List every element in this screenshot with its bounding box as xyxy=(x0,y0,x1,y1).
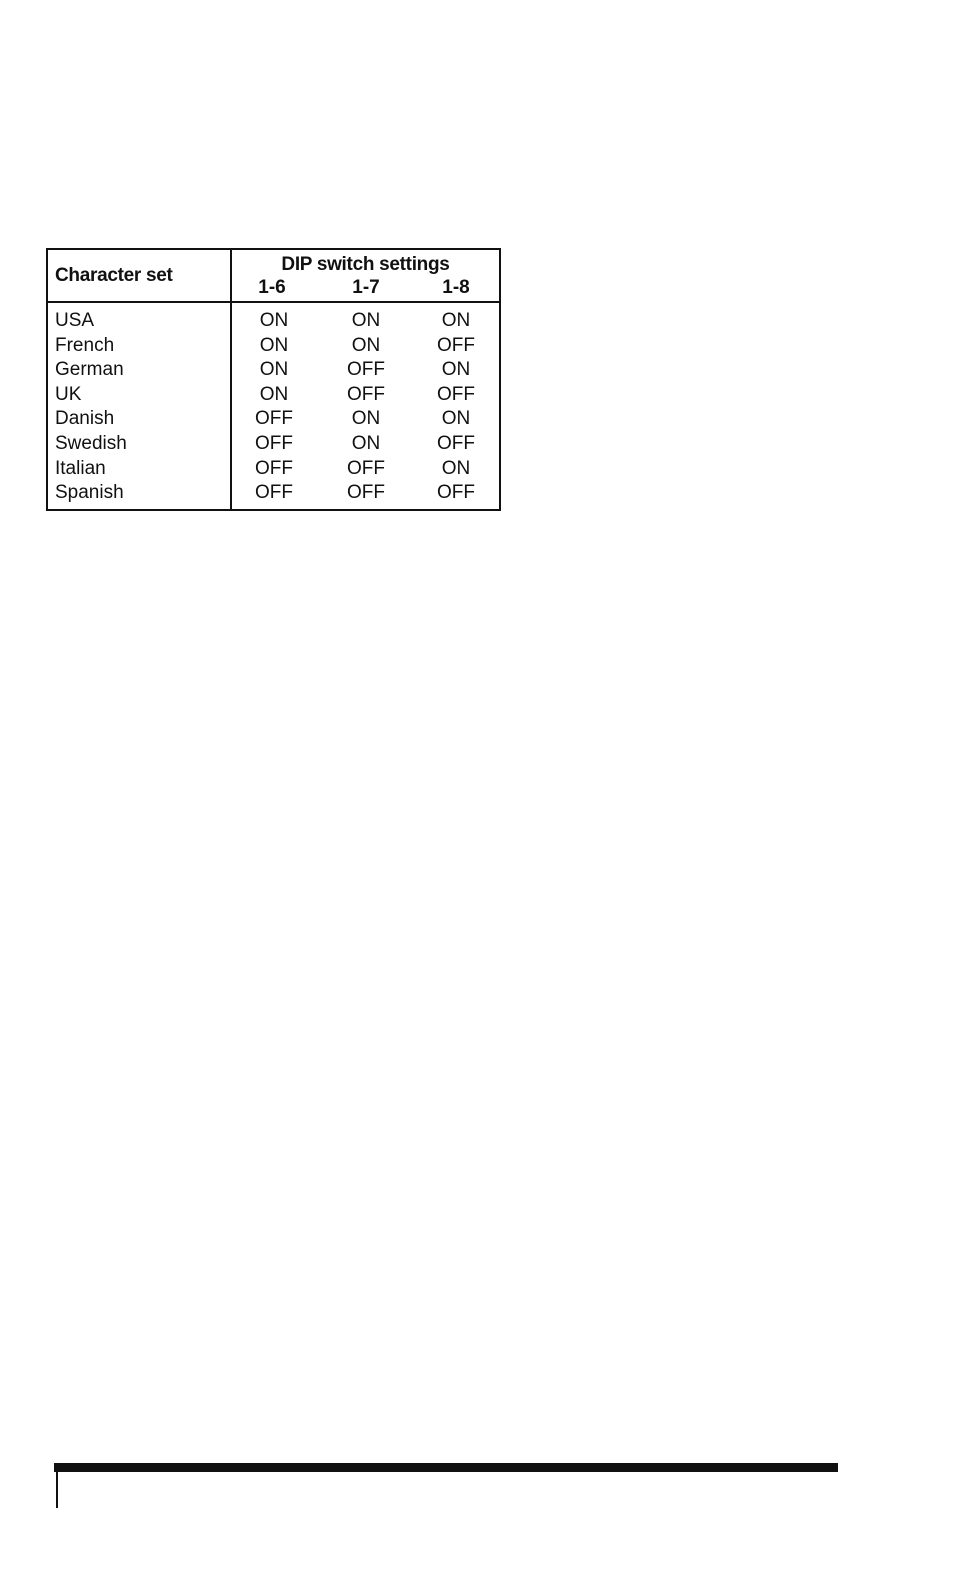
switch-1-8-header: 1-8 xyxy=(442,277,470,298)
table-row xyxy=(48,309,499,334)
switch-1-8-value: OFF xyxy=(437,334,475,356)
character-set-name: USA xyxy=(55,310,95,331)
switch-1-8-value: OFF xyxy=(437,432,475,454)
table-row xyxy=(48,432,499,457)
switch-1-6-value: ON xyxy=(259,359,289,381)
table-row xyxy=(48,407,499,432)
switch-1-8-value: OFF xyxy=(437,482,475,504)
switch-1-7-value: ON xyxy=(351,432,381,454)
character-set-name: Spanish xyxy=(55,482,124,504)
switch-1-8-value: OFF xyxy=(437,383,475,405)
switch-1-7-value: OFF xyxy=(347,359,385,381)
switch-1-7-value: OFF xyxy=(347,383,385,405)
switch-1-6-value: ON xyxy=(259,383,289,405)
character-set-name: German xyxy=(55,359,124,381)
switch-1-6-value: OFF xyxy=(255,482,293,504)
character-set-name: Danish xyxy=(55,408,115,430)
dip-switch-table xyxy=(46,248,501,511)
table-row xyxy=(48,383,499,408)
switch-1-6-value: ON xyxy=(259,334,289,356)
character-set-name: French xyxy=(55,334,115,356)
switch-1-6-value: OFF xyxy=(255,408,293,430)
switch-1-8-value: ON xyxy=(441,457,471,479)
switch-1-7-header: 1-7 xyxy=(352,277,380,298)
character-set-name: Italian xyxy=(55,457,106,479)
switch-1-6-value: ON xyxy=(259,310,289,331)
switch-1-7-value: OFF xyxy=(347,482,385,504)
switch-1-7-value: ON xyxy=(351,408,381,430)
table-row xyxy=(48,358,499,383)
table-body xyxy=(48,309,499,506)
table-row xyxy=(48,457,499,482)
dip-switch-settings-header: DIP switch settings xyxy=(281,254,450,275)
table-row xyxy=(48,481,499,506)
table-row xyxy=(48,334,499,359)
switch-1-6-header: 1-6 xyxy=(258,277,286,298)
switch-1-7-value: ON xyxy=(351,334,381,356)
switch-1-7-value: ON xyxy=(351,310,381,331)
footer-rule xyxy=(54,1463,838,1472)
switch-1-7-value: OFF xyxy=(347,457,385,479)
character-set-header: Character set xyxy=(55,265,173,286)
switch-1-8-value: ON xyxy=(441,359,471,381)
switch-1-8-value: ON xyxy=(441,310,471,331)
character-set-name: Swedish xyxy=(55,432,127,454)
footer-tick xyxy=(56,1470,58,1508)
switch-1-8-value: ON xyxy=(441,408,471,430)
character-set-name: UK xyxy=(55,383,82,405)
switch-1-6-value: OFF xyxy=(255,432,293,454)
switch-1-6-value: OFF xyxy=(255,457,293,479)
table-header xyxy=(48,250,499,303)
